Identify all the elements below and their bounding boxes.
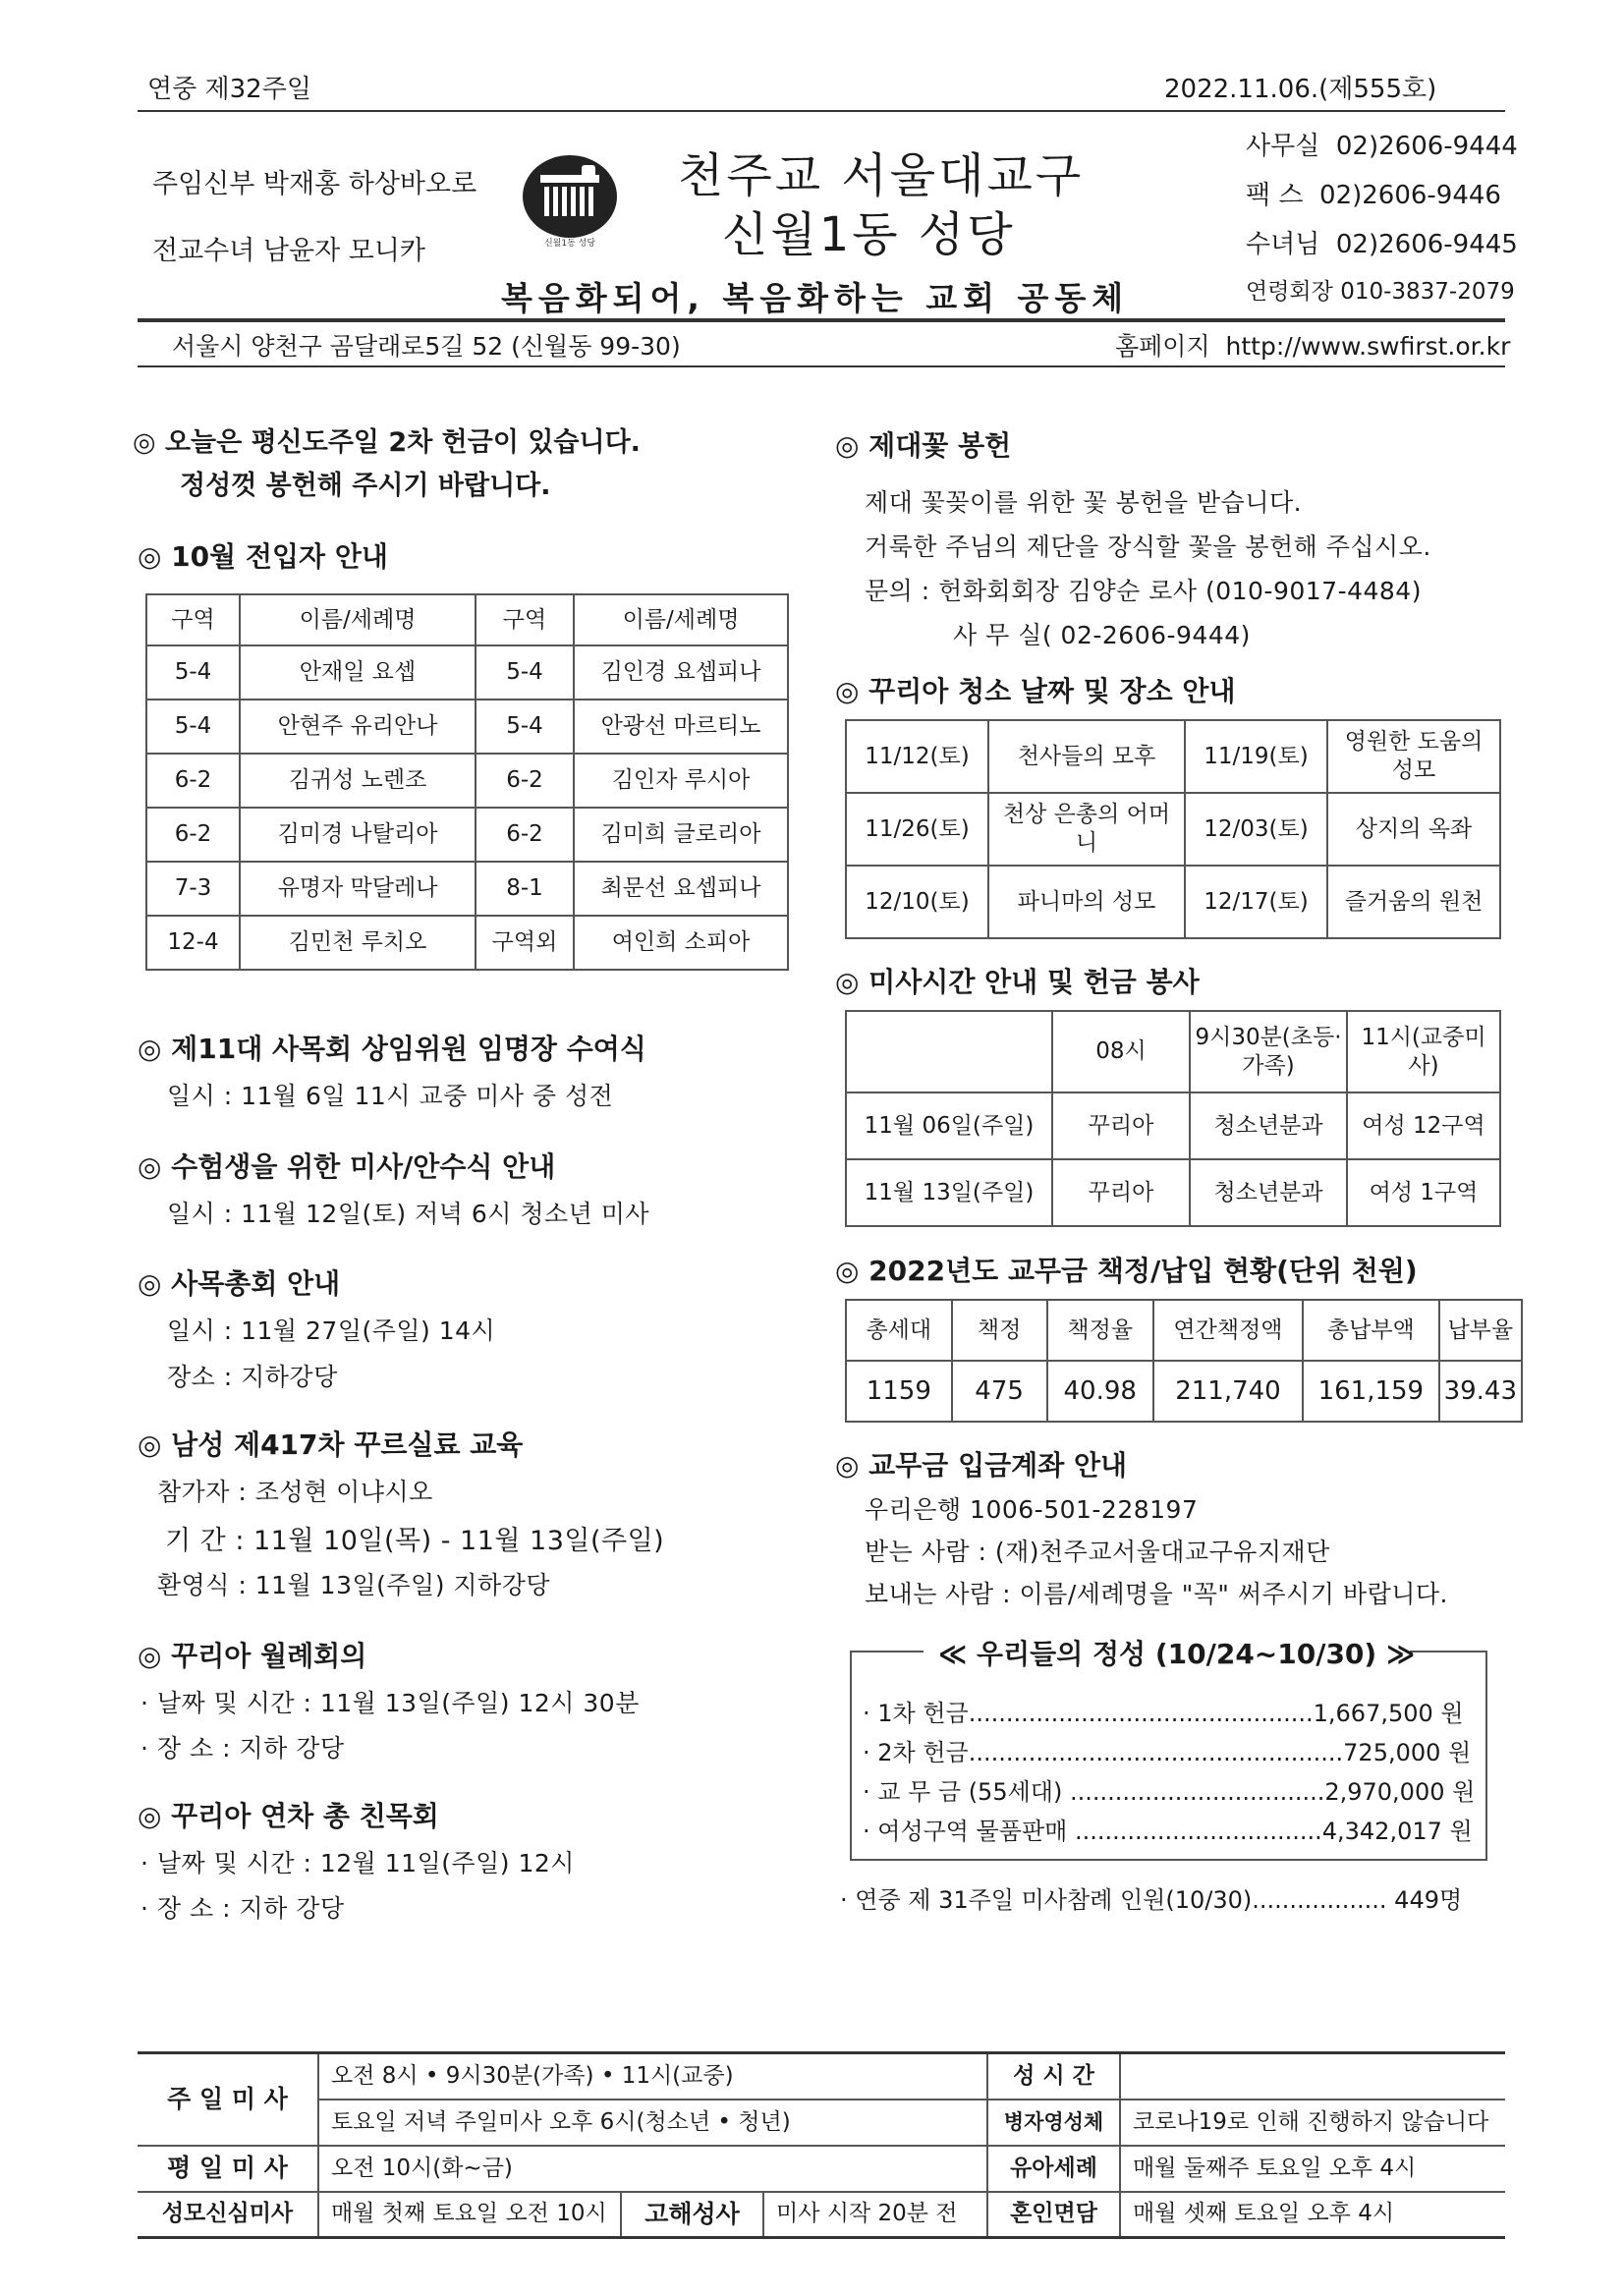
table-row [846,720,1500,793]
table-row [146,645,788,700]
schedule-value: 오전 10시(화~금) [318,2146,987,2192]
schedule-value: 미사 시작 20분 전 [763,2192,987,2238]
header-rule [138,318,1505,322]
table-cell: 11/26(토) [846,793,988,866]
contact-sister [1246,224,1518,273]
offerings-box-top-right [1410,1651,1485,1652]
schedule-value: 매월 둘째주 토요일 오후 4시 [1120,2146,1505,2192]
table-header-row [846,1300,1522,1361]
table-header-row [846,1011,1500,1092]
table-cell: 김인경 요셉피나 [574,645,788,700]
header-cell: 책정 [952,1300,1047,1361]
mass-service-table [845,1010,1501,1227]
account-title: ◎ 교무금 입금계좌 안내 [835,1449,1128,1482]
contact-label: 연령회장 [1246,279,1333,305]
address: 서울시 양천구 곰달래로5길 52 (신월동 99-30) [172,332,681,361]
table-header-row [146,594,788,645]
contact-office [1246,126,1518,175]
table-cell: 6-2 [476,754,574,808]
homepage-label: 홈페이지 [1115,332,1210,361]
issue-date: 2022.11.06.(제555호) [1164,75,1437,104]
table-cell: 김미희 글로리아 [574,808,788,862]
schedule-label: 평 일 미 사 [138,2146,318,2192]
table-cell: 5-4 [146,645,240,700]
table-row [146,862,788,916]
table-cell: 8-1 [476,862,574,916]
offering-item: · 1차 헌금..............................................1,667,500 원 [863,1700,1464,1727]
table-cell: 5-4 [146,700,240,754]
table-cell: 상지의 옥좌 [1327,793,1500,866]
table-cell: 천사들의 모후 [988,720,1185,793]
table-row [138,2100,1505,2146]
altar-flowers-title: ◎ 제대꽃 봉헌 [835,429,1012,462]
header-cell [846,1011,1052,1092]
dues-title: ◎ 2022년도 교무금 책정/납입 현황(단위 천원) [835,1255,1418,1287]
table-cell: 여성 1구역 [1347,1159,1500,1226]
table-cell: 11/19(토) [1185,720,1327,793]
schedule-value: 오전 8시 • 9시30분(가족) • 11시(교중) [318,2053,987,2100]
mass-schedule-table [138,2051,1505,2239]
table-cell: 11월 13일(주일) [846,1159,1052,1226]
table-cell: 청소년분과 [1190,1159,1347,1226]
header-cell: 납부율 [1439,1300,1522,1361]
section-line: · 날짜 및 시간 : 12월 11일(주일) 12시 [140,1849,575,1877]
section-line: · 장 소 : 지하 강당 [140,1894,345,1923]
table-row [846,866,1500,938]
parish-motto: 복음화되어, 복음화하는 교회 공동체 [501,279,1130,317]
contact-label: 수녀님 [1246,230,1320,259]
table-cell: 여성 12구역 [1347,1092,1500,1159]
pastor-name: 주임신부 박재홍 하상바오로 [152,169,477,199]
header-cell: 이름/세례명 [240,594,476,645]
table-row [146,754,788,808]
table-cell: 6-2 [146,754,240,808]
section-line: 일시 : 11월 12일(토) 저녁 6시 청소년 미사 [167,1200,650,1228]
header-cell: 08시 [1052,1011,1190,1092]
section-line: 참가자 : 조성현 이냐시오 [157,1478,433,1506]
header-cell: 총납부액 [1303,1300,1438,1361]
table-cell: 5-4 [476,700,574,754]
schedule-label: 성모신심미사 [138,2192,318,2238]
newcomers-table [145,593,789,971]
table-cell: 6-2 [476,808,574,862]
contact-list [1246,126,1518,322]
contact-fax [1246,175,1501,224]
table-cell: 여인희 소피아 [574,916,788,970]
contact-value: 02)2606-9445 [1335,230,1518,259]
table-cell: 11/12(토) [846,720,988,793]
section-line: 기 간 : 11월 10일(목) - 11월 13일(주일) [165,1526,665,1556]
account-line: 우리은행 1006-501-228197 [865,1495,1199,1524]
table-cell: 6-2 [146,808,240,862]
svg-text:신월1동 성당: 신월1동 성당 [543,239,596,249]
offering-notice-line1: ◎ 오늘은 평신도주일 2차 헌금이 있습니다. [133,427,641,458]
table-cell: 김민천 루치오 [240,916,476,970]
mass-service-title: ◎ 미사시간 안내 및 헌금 봉사 [835,966,1200,998]
header-cell: 구역 [146,594,240,645]
schedule-value: 코로나19로 인해 진행하지 않습니다 [1120,2100,1505,2146]
table-cell: 최문선 요셉피나 [574,862,788,916]
section-line: · 장 소 : 지하 강당 [140,1734,345,1763]
schedule-value: 토요일 저녁 주일미사 오후 6시(청소년 • 청년) [318,2100,987,2146]
table-cell: 12/17(토) [1185,866,1327,938]
schedule-label: 병자영성체 [987,2100,1120,2146]
table-row [846,1159,1500,1226]
schedule-value: 매월 첫째 토요일 오전 10시 [318,2192,621,2238]
header-cell: 구역 [476,594,574,645]
schedule-label: 성 시 간 [987,2053,1120,2100]
contact-value: 02)2606-9444 [1335,132,1518,161]
schedule-label: 유아세례 [987,2146,1120,2192]
header-cell: 9시30분(초등·가족) [1190,1011,1347,1092]
contact-funeral-head [1246,273,1515,322]
table-cell: 구역외 [476,916,574,970]
account-line: 받는 사람 : (재)천주교서울대교구유지재단 [865,1538,1330,1566]
attendance-count: · 연중 제 31주일 미사참례 인원(10/30).................. 449명 [840,1886,1463,1914]
section-line: 환영식 : 11월 13일(주일) 지하강당 [157,1571,550,1599]
table-row [146,916,788,970]
table-cell: 파니마의 성모 [988,866,1185,938]
header-cell: 11시(교중미사) [1347,1011,1500,1092]
contact-value: 02)2606-9446 [1319,181,1501,210]
table-cell: 영원한 도움의 성모 [1327,720,1500,793]
table-cell: 12/03(토) [1185,793,1327,866]
cleaning-table [845,719,1501,939]
altar-flowers-line: 사 무 실( 02-2606-9444) [953,621,1251,649]
table-cell: 40.98 [1047,1361,1153,1422]
account-line: 보내는 사람 : 이름/세례명을 "꼭" 써주시기 바랍니다. [865,1580,1448,1608]
liturgical-week: 연중 제32주일 [147,75,311,104]
table-row [146,700,788,754]
table-row [138,2053,1505,2100]
offerings-box-top-left [850,1651,924,1652]
sister-name: 전교수녀 남윤자 모니카 [152,236,425,266]
offerings-title: ≪ 우리들의 정성 (10/24~10/30) ≫ [938,1638,1416,1670]
table-cell: 39.43 [1439,1361,1522,1422]
table-cell: 211,740 [1153,1361,1303,1422]
parish-name-line1: 천주교 서울대교구 [678,148,1085,203]
section-title-curia-meeting: ◎ 꾸리아 월례회의 [138,1640,367,1672]
homepage-url[interactable]: http://www.swfirst.or.kr [1225,332,1511,361]
section-title-exam-mass: ◎ 수험생을 위한 미사/안수식 안내 [138,1150,556,1183]
homepage[interactable] [1115,332,1510,362]
table-row [846,1361,1522,1422]
table-cell: 12-4 [146,916,240,970]
table-cell: 청소년분과 [1190,1092,1347,1159]
cleaning-title: ◎ 꾸리아 청소 날짜 및 장소 안내 [835,675,1236,707]
table-row [846,793,1500,866]
table-row [146,808,788,862]
table-cell: 안재일 요셉 [240,645,476,700]
table-cell: 김미경 나탈리아 [240,808,476,862]
section-line: 장소 : 지하강당 [167,1363,338,1391]
table-row [138,2146,1505,2192]
section-line: 일시 : 11월 27일(주일) 14시 [167,1316,496,1345]
section-title-general-assembly: ◎ 사목총회 안내 [138,1267,341,1300]
table-cell: 5-4 [476,645,574,700]
offering-item: · 여성구역 물품판매 .................................4,342,017 원 [863,1818,1473,1845]
parish-logo [509,147,631,255]
address-rule [138,365,1505,367]
schedule-value: 매월 셋째 토요일 오후 4시 [1120,2192,1505,2238]
table-cell: 꾸리아 [1052,1159,1190,1226]
schedule-label: 고해성사 [621,2192,763,2238]
table-cell: 1159 [846,1361,952,1422]
table-cell: 유명자 막달레나 [240,862,476,916]
parish-name-line2: 신월1동 성당 [722,207,1016,262]
contact-label: 팩 스 [1246,181,1304,210]
table-cell: 12/10(토) [846,866,988,938]
section-title-cursillo: ◎ 남성 제417차 꾸르실료 교육 [138,1428,524,1461]
offering-item: · 2차 헌금..................................................725,000 원 [863,1739,1472,1766]
header-cell: 책정율 [1047,1300,1153,1361]
table-row [846,1092,1500,1159]
table-cell: 475 [952,1361,1047,1422]
table-cell: 161,159 [1303,1361,1438,1422]
table-cell: 즐거움의 원천 [1327,866,1500,938]
altar-flowers-line: 문의 : 헌화회회장 김양순 로사 (010-9017-4484) [865,577,1422,605]
schedule-label: 혼인면담 [987,2192,1120,2238]
contact-label: 사무실 [1246,132,1320,161]
header-cell: 총세대 [846,1300,952,1361]
contact-value: 010-3837-2079 [1340,279,1515,305]
section-title-appointment: ◎ 제11대 사목회 상임위원 임명장 수여식 [138,1033,646,1065]
schedule-label: 주 일 미 사 [138,2053,318,2146]
table-cell: 천상 은총의 어머니 [988,793,1185,866]
table-row [138,2192,1505,2238]
altar-flowers-line: 거룩한 주님의 제단을 장식할 꽃을 봉헌해 주십시오. [865,532,1431,561]
section-line: · 날짜 및 시간 : 11월 13일(주일) 12시 30분 [140,1689,640,1717]
altar-flowers-line: 제대 꽃꽂이를 위한 꽃 봉헌을 받습니다. [865,488,1303,517]
dues-table [845,1299,1523,1423]
table-cell: 김인자 루시아 [574,754,788,808]
offering-item: · 교 무 금 (55세대) ..................................2,970,000 원 [863,1778,1476,1806]
offering-notice-line2: 정성껏 봉헌해 주시기 바랍니다. [180,471,551,501]
section-line: 일시 : 11월 6일 11시 교중 미사 중 성전 [167,1082,614,1110]
table-cell: 11월 06일(주일) [846,1092,1052,1159]
top-rule [138,110,1505,112]
table-cell: 김귀성 노렌조 [240,754,476,808]
table-cell: 안현주 유리안나 [240,700,476,754]
header-cell: 연간책정액 [1153,1300,1303,1361]
table-cell: 꾸리아 [1052,1092,1190,1159]
header-cell: 이름/세례명 [574,594,788,645]
newcomers-title: ◎ 10월 전입자 안내 [138,540,388,573]
table-cell: 안광선 마르티노 [574,700,788,754]
table-cell: 7-3 [146,862,240,916]
schedule-value [1120,2053,1505,2100]
section-title-curia-social: ◎ 꾸리아 연차 총 친목회 [138,1800,439,1832]
